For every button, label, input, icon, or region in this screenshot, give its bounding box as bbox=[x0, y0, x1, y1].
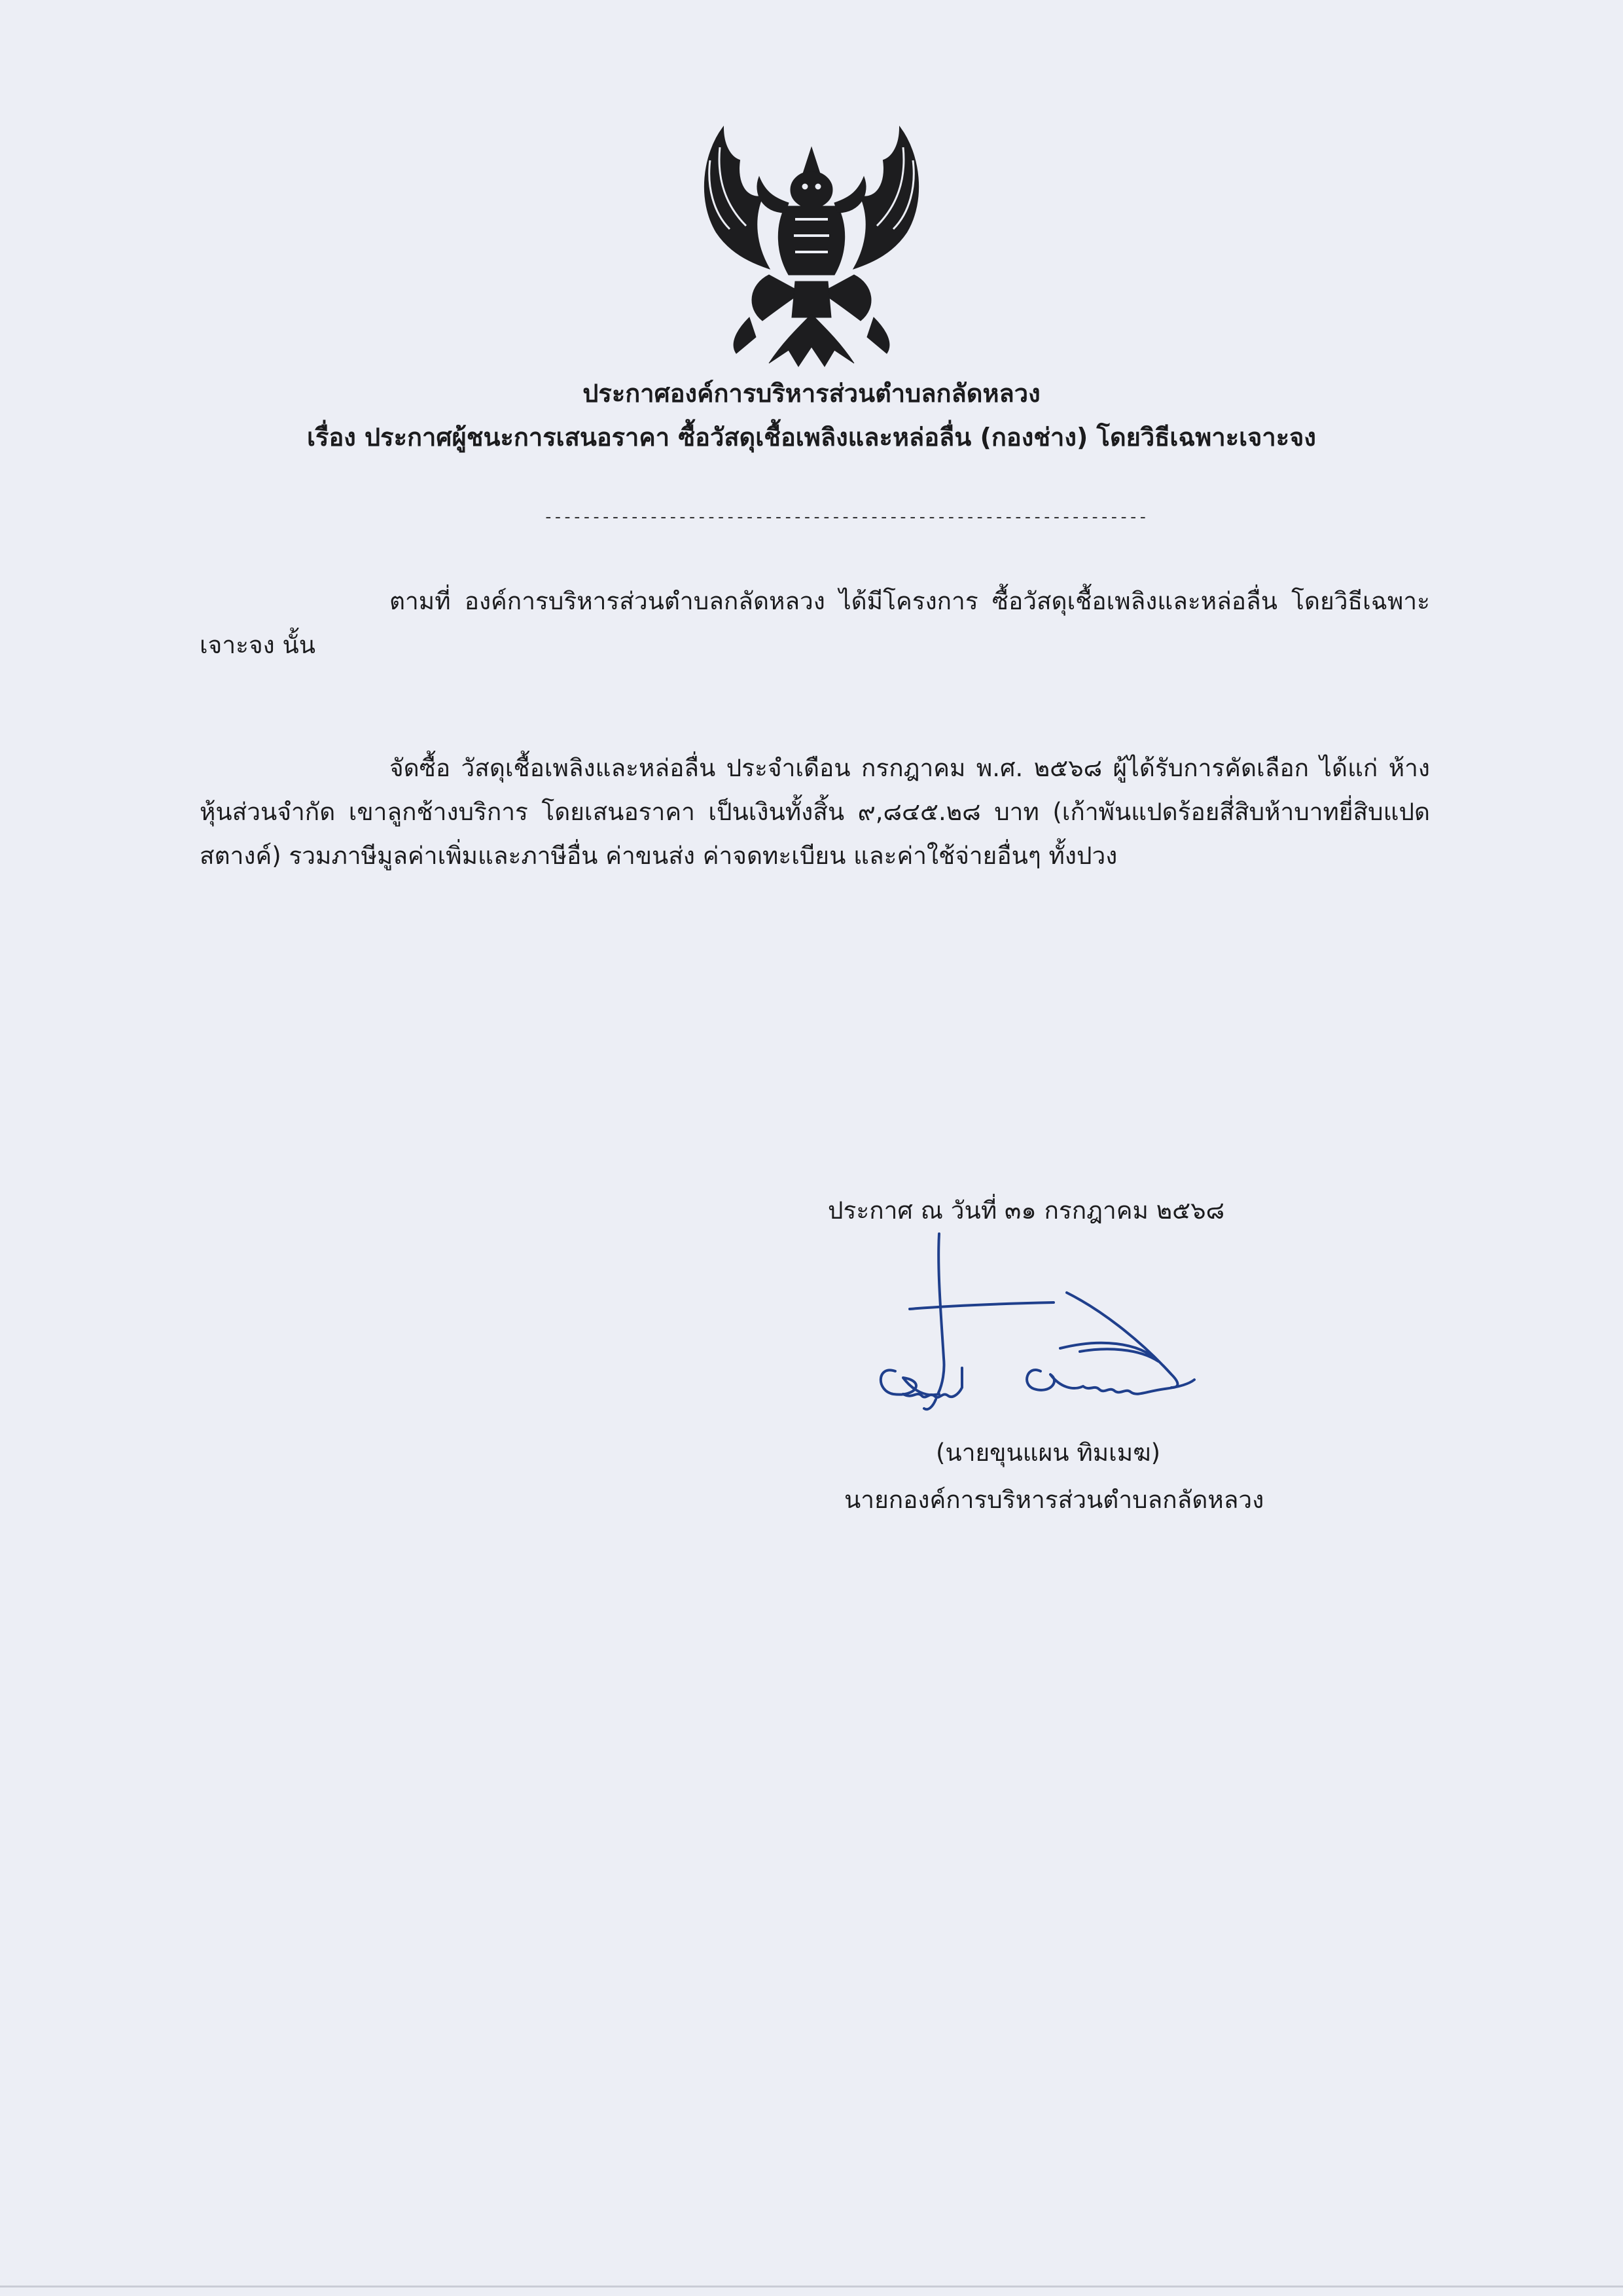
page-edge-divider bbox=[0, 2286, 1623, 2287]
title-separator: --------------------------------------------------------------- bbox=[543, 507, 1148, 527]
signer-name: (นายขุนแผน ทิมเมฆ) bbox=[936, 1439, 1161, 1467]
signer-position: นายกองค์การบริหารส่วนตำบลกลัดหลวง bbox=[844, 1486, 1264, 1514]
announcement-subject: เรื่อง ประกาศผู้ชนะการเสนอราคา ซื้อวัสดุเชื้อเพลิงและหล่อลื่น (กองช่าง) โดยวิธีเฉพาะเจาะจง bbox=[307, 423, 1316, 452]
announcement-date: ประกาศ ณ วันที่ ๓๑ กรกฎาคม ๒๕๖๘ bbox=[828, 1196, 1225, 1225]
body-paragraph-1: ตามที่ องค์การบริหารส่วนตำบลกลัดหลวง ได้มีโครงการ ซื้อวัสดุเชื้อเพลิงและหล่อลื่น โดยวิธีเฉพาะเจาะจง นั้น bbox=[200, 587, 1430, 659]
signature-mark bbox=[864, 1230, 1257, 1446]
announcement-title: ประกาศองค์การบริหารส่วนตำบลกลัดหลวง bbox=[582, 379, 1041, 408]
body-paragraph-2: จัดซื้อ วัสดุเชื้อเพลิงและหล่อลื่น ประจำเดือน กรกฎาคม พ.ศ. ๒๕๖๘ ผู้ได้รับการคัดเลือก ได้แก่ ห้างหุ้นส่วนจำกัด เขาลูกช้างบริการ โดยเสนอราคา เป็นเงินทั้งสิ้น ๙,๘๔๕.๒๘ บาท (เก้าพันแปดร้อยสี่สิบห้าบาทยี่สิบแปดสตางค์) รวมภาษีมูลค่าเพิ่มและภาษีอื่น ค่าขนส่ง ค่าจดทะเบียน และค่าใช้จ่ายอื่นๆ ทั้งปวง bbox=[200, 754, 1430, 870]
garuda-emblem-icon bbox=[690, 121, 933, 370]
